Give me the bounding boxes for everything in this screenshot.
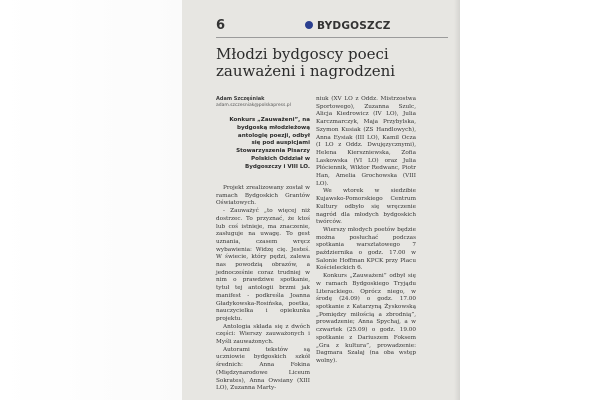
paragraph: Konkurs „Zauważeni” odbył się w ramach Bydgoskiego Tryjądu Literackiego. Oprócz niego, w środę (24.09) o godz. 17.00 spotkanie z Katarzyną Żyskowską „Pomiędzy miłością a zbrodnią”, prowadzenie; Anna Spychaj, a w czwartek (25.09) o godz. 19.00 spotkanie z Dariuszem Foksem „Gra z kultura”, prowadzenie: Dagmara Szałaj (na oba wstęp wolny). xyxy=(316,273,416,364)
paragraph: niuk (XV LO z Oddz. Mistrzostwa Sportowego), Zuzanna Szulc, Alicja Kiedrowicz (IV LO), Julia Karczmarczyk, Maja Przybylska, Szymon Kusiak (ZS Handlowych), Anna Eysiak (III LO), Kamil Ocza (I LO z Oddz. Dwujęzycznymi), Helena Kierszniewska, Zofia Laskowska (VI LO) oraz Julia Płóciennik, Wiktor Redwanc, Piotr Han, Amelia Grochowska (VIII LO). xyxy=(316,96,416,187)
newspaper-page xyxy=(182,0,460,400)
article-column-2 xyxy=(316,96,416,366)
paragraph: Antologia składa się z dwóch części: Wierszy zauważonych i Myśli zauważonych. xyxy=(216,323,310,346)
page-background-left xyxy=(0,0,182,400)
paragraph: Wierszy młodych poetów będzie można posłuchać podczas spotkania warsztatowego 7 października o godz. 17.00 w Salonie Hoffman KPCK przy Placu Kościeleckich 6. xyxy=(316,226,416,272)
header-rule xyxy=(216,37,448,38)
author-email: adam.szczesniak@polskapress.pl xyxy=(216,103,291,108)
section-name: BYDGOSZCZ xyxy=(317,20,391,32)
section-label xyxy=(305,20,391,32)
paragraph: Projekt zrealizowany został w ramach Bydgoskich Grantów Oświatowych. xyxy=(216,185,310,207)
paragraph: Autorami tekstów są uczniowie bydgoskich szkół średnich: Anna Fokina (Międzynarodowe Liceum Sokrates), Anna Owsiany (XIII LO), Zuzanna Marty- xyxy=(216,346,310,392)
paragraph: We wtorek w siedzibie Kujawsko-Pomorskiego Centrum Kultury odbyło się wręczenie nagród dla młodych bydgoskich twórców. xyxy=(316,188,416,226)
article-column-1 xyxy=(216,185,310,393)
author-name: Adam Szczęśniak xyxy=(216,96,265,102)
article-headline: Młodzi bydgoscy poeci zauważeni i nagrodzeni xyxy=(216,45,396,80)
section-dot-icon xyxy=(305,21,313,29)
page-number: 6 xyxy=(216,18,226,33)
article-lead: Konkurs „Zauważeni”, na bydgoską młodzieżową antologię poezji, odbył się pod auspicjami Stowarzyszenia Pisarzy Polskich Oddział w Bydgoszczy i VIII LO. xyxy=(229,117,310,170)
paragraph: - Zauważyć „to więcej niż dostrzec. To przyznać, że ktoś lub coś istnieje, ma znaczenie, zasługuje na uwagę. To gest uznania, czasem wręcz wybawienia: Widzę cię. Jesteś. W świecie, który pędzi, zalewa nas powodzią obrazów, a jednocześnie coraz trudniej w nim o prawdziwe spotkanie, tytuł tej antologii brzmi jak manifest - podkreśla Joanna Gładykowska-Rosińska, poetka, nauczycielka i opiekunka projektu. xyxy=(216,208,310,322)
